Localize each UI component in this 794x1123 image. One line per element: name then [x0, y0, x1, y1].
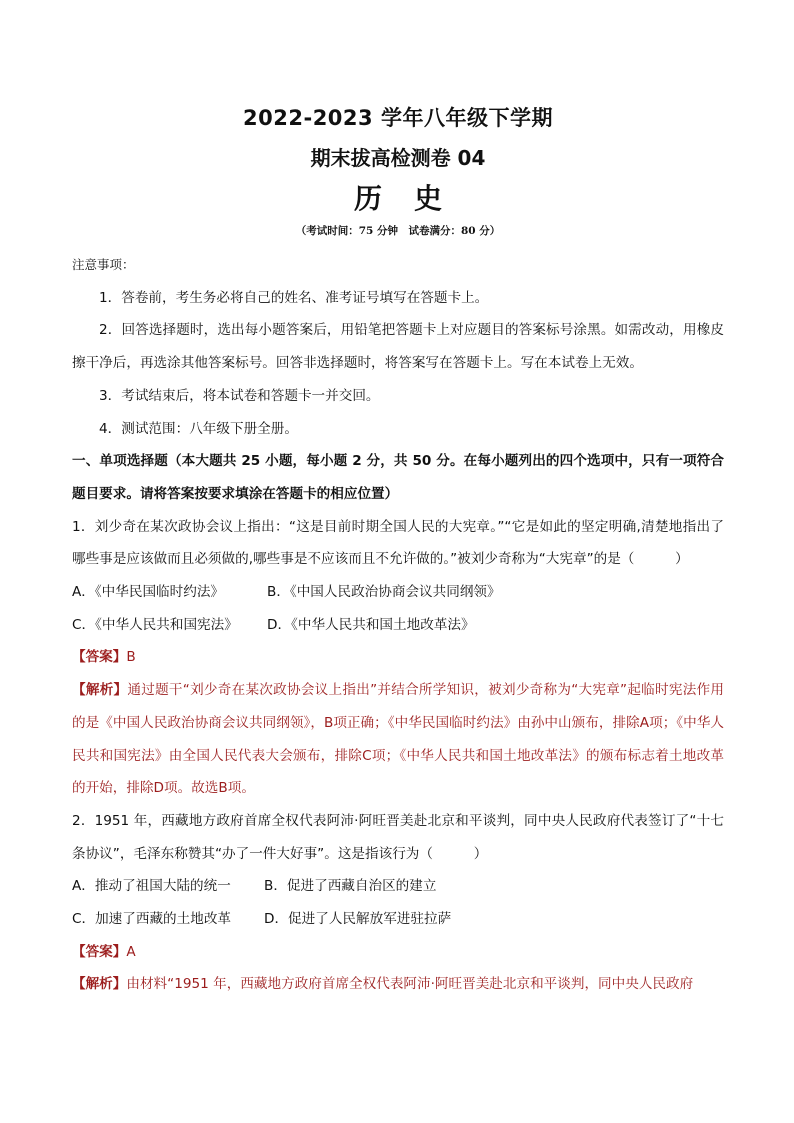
q2-option-a: A．推动了祖国大陆的统一	[72, 878, 231, 895]
subject-char-1: 历	[354, 182, 383, 215]
subject-char-2: 史	[414, 182, 443, 215]
q1-analysis-label: 【解析】	[72, 682, 128, 699]
q1-options-row-2	[72, 609, 724, 642]
title-block	[72, 103, 724, 239]
q2-stem: 2．1951 年，西藏地方政府首席全权代表阿沛·阿旺晋美赴北京和平谈判，同中央人民政府代表签订了“十七条协议”，毛泽东称赞其“办了一件大好事”。这是指该行为（ ）	[72, 812, 724, 862]
section-heading: 一、单项选择题（本大题共 25 小题，每小题 2 分，共 50 分。在每小题列出的四个选项中，只有一项符合题目要求。请将答案按要求填涂在答题卡的相应位置）	[72, 453, 724, 502]
q2-analysis-text: 由材料“1951 年，西藏地方政府首席全权代表阿沛·阿旺晋美赴北京和平谈判，同中央人民政府	[126, 976, 694, 993]
q2-option-d: D．促进了人民解放军进驻拉萨	[264, 911, 452, 928]
q2-answer-value: A	[126, 943, 136, 960]
subject-title	[72, 179, 724, 219]
q2-option-b: B．促进了西藏自治区的建立	[264, 878, 437, 895]
q1-option-d: D．《中华人民共和国土地改革法》	[267, 616, 475, 633]
note-item-3: 3．考试结束后，将本试卷和答题卡一并交回。	[99, 387, 380, 404]
q2-answer-label: 【答案】	[72, 943, 127, 960]
exam-title: 2022-2023 学年八年级下学期	[243, 106, 553, 130]
q1-answer	[72, 641, 724, 674]
notes-heading: 注意事项：	[72, 257, 135, 272]
q1-stem: 1．刘少奇在某次政协会议上指出：“这是目前时期全国人民的大宪章。”“它是如此的坚定明确,清楚地指出了哪些事是应该做而且必须做的,哪些事是不应该而且不允许做的。”被刘少奇称为“大宪章”的是（ ）	[72, 518, 724, 568]
q1-analysis	[72, 674, 724, 805]
exam-subtitle: 期末拔高检测卷 04	[310, 146, 486, 170]
q2-option-c: C．加速了西藏的土地改革	[72, 911, 232, 928]
q1-option-b: B．《中国人民政治协商会议共同纲领》	[267, 584, 501, 601]
note-item-1: 1．答卷前，考生务必将自己的姓名、准考证号填写在答题卡上。	[99, 289, 489, 306]
q2-options-row-2	[72, 903, 724, 936]
q1-options-row-1	[72, 576, 724, 609]
q2-options-row-1	[72, 870, 724, 903]
note-item-2: 2．回答选择题时，选出每小题答案后，用铅笔把答题卡上对应题目的答案标号涂黑。如需改动，用橡皮擦干净后，再选涂其他答案标号。回答非选择题时，将答案写在答题卡上。写在本试卷上无效。	[72, 322, 724, 372]
note-item-4: 4．测试范围：八年级下册全册。	[99, 420, 298, 437]
q1-analysis-text: 通过题干“刘少奇在某次政协会议上指出”并结合所学知识，被刘少奇称为“大宪章”起临时宪法作用的是《中国人民政治协商会议共同纲领》，B项正确；《中华民国临时约法》由孙中山颁布，排除A项；《中华人民共和国宪法》由全国人民代表大会颁布，排除C项；《中华人民共和国土地改革法》的颁布标志着土地改革的开始，排除D项。故选B项。	[72, 682, 725, 797]
q1-option-c: C．《中华人民共和国宪法》	[72, 616, 238, 633]
q2-answer	[72, 936, 724, 969]
exam-page	[72, 0, 724, 1001]
q2-analysis-label: 【解析】	[72, 976, 127, 993]
q1-option-a: A．《中华民国临时约法》	[72, 584, 225, 601]
q2-analysis	[72, 968, 724, 1001]
q1-answer-value: B	[126, 649, 136, 666]
document-body	[72, 249, 724, 1001]
exam-info: （考试时间：75 分钟 试卷满分：80 分）	[295, 225, 501, 237]
q1-answer-label: 【答案】	[72, 649, 127, 666]
